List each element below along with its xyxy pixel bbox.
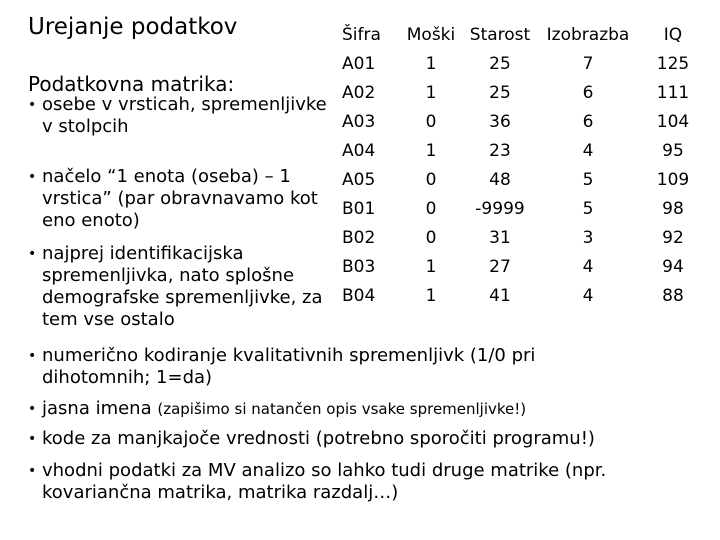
table-cell: 88 (662, 285, 684, 306)
column-header: Moški (406, 24, 456, 45)
bullet-dot: • (28, 431, 37, 447)
table-cell: 1 (425, 140, 437, 161)
table-cell: 27 (489, 256, 511, 277)
slide-title: Urejanje podatkov (28, 14, 238, 40)
table-cell: 23 (489, 140, 511, 161)
table-header-row (336, 20, 706, 49)
bullet-item (28, 166, 328, 232)
table-row (336, 49, 706, 78)
table-cell: 0 (425, 111, 437, 132)
table-cell: 125 (656, 53, 690, 74)
bullet-text: načelo “1 enota (oseba) – 1 vrstica” (par obravnavamo kot eno enoto) (42, 166, 318, 231)
data-matrix-table (336, 20, 706, 310)
bullet-text: numerično kodiranje kvalitativnih spremenljivk (1/0 pri dihotomnih; 1=da) (42, 345, 536, 388)
bullet-text (28, 398, 688, 420)
bullet-main-text: jasna imena (42, 398, 152, 419)
table-cell: B01 (342, 198, 376, 219)
table-cell: 7 (582, 53, 594, 74)
table-cell: 41 (489, 285, 511, 306)
bullet-item (28, 94, 328, 138)
table-cell: 25 (489, 82, 511, 103)
table-row (336, 223, 706, 252)
bullet-dot: • (28, 463, 37, 479)
bullet-text: osebe v vrsticah, spremenljivke v stolpcih (42, 94, 327, 137)
table-cell: 4 (582, 256, 594, 277)
table-cell: 31 (489, 227, 511, 248)
table-cell: 104 (656, 111, 690, 132)
section-subtitle: Podatkovna matrika: (28, 72, 235, 96)
table-cell: A05 (342, 169, 376, 190)
table-row (336, 194, 706, 223)
bullet-text: najprej identifikacijska spremenljivka, nato splošne demografske spremenljivke, za tem vse ostalo (42, 243, 323, 330)
column-header: IQ (663, 24, 683, 45)
table-cell: A03 (342, 111, 376, 132)
table-cell: -9999 (475, 198, 525, 219)
table-cell: 0 (425, 198, 437, 219)
table-cell: 4 (582, 140, 594, 161)
bullet-item (28, 345, 628, 389)
table-cell: 98 (662, 198, 684, 219)
table-cell: 5 (582, 198, 594, 219)
bullet-dot: • (28, 97, 37, 113)
table-cell: B04 (342, 285, 376, 306)
table-cell: 36 (489, 111, 511, 132)
bullet-dot: • (28, 169, 37, 185)
table-cell: A04 (342, 140, 376, 161)
table-cell: 1 (425, 53, 437, 74)
bullet-dot: • (28, 348, 37, 364)
table-cell: 6 (582, 111, 594, 132)
column-header: Izobrazba (546, 24, 630, 45)
table-cell: 5 (582, 169, 594, 190)
table-cell: A02 (342, 82, 376, 103)
table-row (336, 165, 706, 194)
bullet-dot: • (28, 246, 37, 262)
table-cell: 94 (662, 256, 684, 277)
bullet-item (28, 398, 688, 420)
table-cell: 4 (582, 285, 594, 306)
table-row (336, 252, 706, 281)
table-cell: 1 (425, 82, 437, 103)
table-cell: 6 (582, 82, 594, 103)
table-cell: 111 (656, 82, 690, 103)
table-cell: B02 (342, 227, 376, 248)
table-cell: 1 (425, 285, 437, 306)
bullet-item (28, 428, 698, 450)
bullet-item (28, 243, 328, 331)
table-cell: 0 (425, 169, 437, 190)
table-cell: B03 (342, 256, 376, 277)
table-row (336, 136, 706, 165)
bullet-text: kode za manjkajoče vrednosti (potrebno sporočiti programu!) (42, 428, 595, 449)
bullet-item (28, 460, 698, 504)
table-cell: 109 (656, 169, 690, 190)
table-cell: 1 (425, 256, 437, 277)
table-cell: 0 (425, 227, 437, 248)
column-header: Šifra (342, 24, 381, 45)
bullet-dot: • (28, 401, 37, 417)
table-cell: 3 (582, 227, 594, 248)
bullet-note: (zapišimo si natančen opis vsake spremenljivke!) (157, 400, 527, 418)
table-cell: 48 (489, 169, 511, 190)
bullet-text: vhodni podatki za MV analizo so lahko tudi druge matrike (npr. kovariančna matrika, matrika razdalj…) (42, 460, 607, 503)
table-cell: A01 (342, 53, 376, 74)
table-cell: 92 (662, 227, 684, 248)
table-cell: 95 (662, 140, 684, 161)
table-cell: 25 (489, 53, 511, 74)
table-row (336, 107, 706, 136)
table-row (336, 78, 706, 107)
table-row (336, 281, 706, 310)
column-header: Starost (469, 24, 531, 45)
